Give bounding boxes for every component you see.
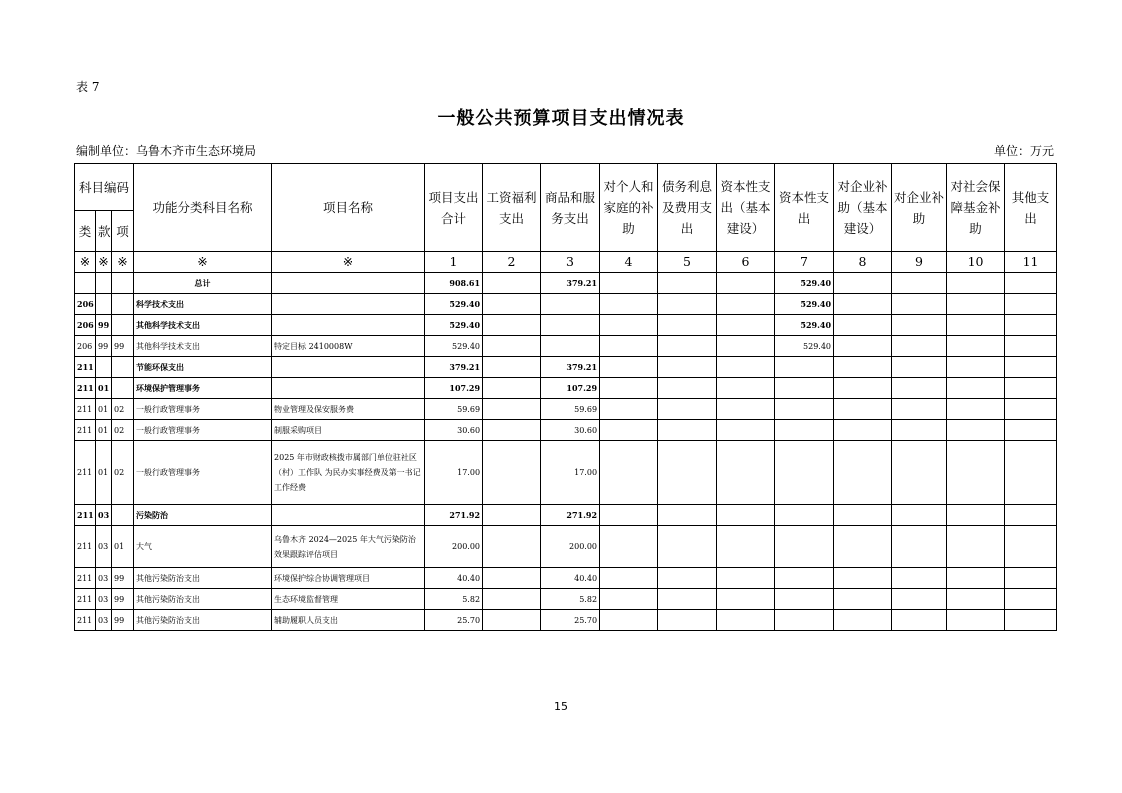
cell-project-name: 辅助履职人员支出 bbox=[272, 610, 425, 631]
cell-capital bbox=[775, 568, 834, 589]
header-project-name: 项目名称 bbox=[272, 164, 425, 252]
cell-project-name: 生态环境监督管理 bbox=[272, 589, 425, 610]
table-row bbox=[75, 589, 1057, 610]
cell-kuan bbox=[96, 294, 112, 315]
cell-kuan: 01 bbox=[96, 399, 112, 420]
cell-kuan: 03 bbox=[96, 589, 112, 610]
cell-kuan: 03 bbox=[96, 526, 112, 568]
cell-project-name bbox=[272, 273, 425, 294]
cell-lei: 211 bbox=[75, 441, 96, 505]
index-cell: 4 bbox=[600, 252, 658, 273]
cell-function-name: 总计 bbox=[134, 273, 272, 294]
compiling-unit: 编制单位：乌鲁木齐市生态环境局 bbox=[76, 144, 257, 158]
budget-table bbox=[74, 163, 1057, 631]
cell-capital: 529.40 bbox=[775, 273, 834, 294]
table-row bbox=[75, 294, 1057, 315]
index-cell: 9 bbox=[892, 252, 947, 273]
table-row bbox=[75, 610, 1057, 631]
index-cell: 6 bbox=[717, 252, 775, 273]
cell-capital: 529.40 bbox=[775, 315, 834, 336]
cell-goods: 25.70 bbox=[541, 610, 600, 631]
cell-goods: 17.00 bbox=[541, 441, 600, 505]
header-xiang: 项 bbox=[112, 211, 134, 252]
cell-total: 5.82 bbox=[425, 589, 483, 610]
cell-lei: 211 bbox=[75, 357, 96, 378]
cell-total: 59.69 bbox=[425, 399, 483, 420]
header-lei: 类 bbox=[75, 211, 96, 252]
header-enterprise-subsidy-infrastructure: 对企业补助（基本建设） bbox=[834, 164, 892, 252]
cell-total: 379.21 bbox=[425, 357, 483, 378]
cell-lei: 211 bbox=[75, 526, 96, 568]
table-number: 表 7 bbox=[76, 80, 100, 94]
cell-kuan: 99 bbox=[96, 315, 112, 336]
index-cell: 10 bbox=[947, 252, 1005, 273]
cell-total: 107.29 bbox=[425, 378, 483, 399]
cell-xiang: 99 bbox=[112, 589, 134, 610]
cell-total: 40.40 bbox=[425, 568, 483, 589]
header-social-security: 对社会保障基金补助 bbox=[947, 164, 1005, 252]
table-row bbox=[75, 378, 1057, 399]
cell-kuan: 01 bbox=[96, 378, 112, 399]
cell-total: 271.92 bbox=[425, 505, 483, 526]
cell-project-name: 特定目标 2410008W bbox=[272, 336, 425, 357]
cell-xiang: 99 bbox=[112, 336, 134, 357]
table-row bbox=[75, 441, 1057, 505]
cell-goods bbox=[541, 294, 600, 315]
index-cell: ※ bbox=[75, 252, 96, 273]
cell-goods bbox=[541, 336, 600, 357]
cell-total: 529.40 bbox=[425, 336, 483, 357]
cell-goods: 5.82 bbox=[541, 589, 600, 610]
index-cell: ※ bbox=[272, 252, 425, 273]
table-row bbox=[75, 315, 1057, 336]
index-cell: ※ bbox=[96, 252, 112, 273]
header-capital: 资本性支出 bbox=[775, 164, 834, 252]
cell-total: 908.61 bbox=[425, 273, 483, 294]
cell-lei bbox=[75, 273, 96, 294]
cell-total: 30.60 bbox=[425, 420, 483, 441]
index-row bbox=[75, 252, 1057, 273]
cell-function-name: 科学技术支出 bbox=[134, 294, 272, 315]
cell-goods: 379.21 bbox=[541, 357, 600, 378]
table-row bbox=[75, 336, 1057, 357]
header-code-group: 科目编码 bbox=[75, 164, 134, 211]
table-row bbox=[75, 568, 1057, 589]
cell-lei: 211 bbox=[75, 568, 96, 589]
table-row bbox=[75, 505, 1057, 526]
cell-goods: 59.69 bbox=[541, 399, 600, 420]
table-row bbox=[75, 420, 1057, 441]
cell-xiang bbox=[112, 357, 134, 378]
cell-xiang: 02 bbox=[112, 441, 134, 505]
cell-lei: 206 bbox=[75, 336, 96, 357]
cell-lei: 211 bbox=[75, 589, 96, 610]
header-other: 其他支出 bbox=[1005, 164, 1057, 252]
cell-goods: 30.60 bbox=[541, 420, 600, 441]
cell-capital bbox=[775, 505, 834, 526]
table-row bbox=[75, 357, 1057, 378]
cell-kuan: 03 bbox=[96, 610, 112, 631]
cell-kuan: 01 bbox=[96, 441, 112, 505]
cell-total: 17.00 bbox=[425, 441, 483, 505]
cell-capital bbox=[775, 357, 834, 378]
cell-total: 529.40 bbox=[425, 315, 483, 336]
table-row bbox=[75, 399, 1057, 420]
cell-lei: 211 bbox=[75, 420, 96, 441]
index-cell: 1 bbox=[425, 252, 483, 273]
currency-unit: 单位：万元 bbox=[993, 144, 1054, 158]
header-debt-interest: 债务利息及费用支出 bbox=[658, 164, 717, 252]
cell-function-name: 其他科学技术支出 bbox=[134, 336, 272, 357]
cell-function-name: 环境保护管理事务 bbox=[134, 378, 272, 399]
cell-lei: 211 bbox=[75, 610, 96, 631]
cell-project-name: 2025 年市财政核拨市属部门单位驻社区（村）工作队 为民办实事经费及第一书记工作经费 bbox=[272, 441, 425, 505]
cell-function-name: 节能环保支出 bbox=[134, 357, 272, 378]
page-title: 一般公共预算项目支出情况表 bbox=[437, 108, 685, 129]
cell-kuan bbox=[96, 273, 112, 294]
cell-project-name: 乌鲁木齐 2024—2025 年大气污染防治效果跟踪评估项目 bbox=[272, 526, 425, 568]
cell-goods: 107.29 bbox=[541, 378, 600, 399]
cell-capital: 529.40 bbox=[775, 294, 834, 315]
cell-capital bbox=[775, 399, 834, 420]
cell-function-name: 其他科学技术支出 bbox=[134, 315, 272, 336]
cell-kuan bbox=[96, 357, 112, 378]
cell-function-name: 一般行政管理事务 bbox=[134, 420, 272, 441]
cell-function-name: 污染防治 bbox=[134, 505, 272, 526]
cell-xiang: 02 bbox=[112, 399, 134, 420]
cell-xiang bbox=[112, 378, 134, 399]
index-cell: 5 bbox=[658, 252, 717, 273]
cell-total: 25.70 bbox=[425, 610, 483, 631]
cell-capital bbox=[775, 589, 834, 610]
cell-total: 200.00 bbox=[425, 526, 483, 568]
cell-capital bbox=[775, 526, 834, 568]
cell-xiang bbox=[112, 315, 134, 336]
cell-capital bbox=[775, 610, 834, 631]
cell-project-name: 制服采购项目 bbox=[272, 420, 425, 441]
cell-function-name: 其他污染防治支出 bbox=[134, 589, 272, 610]
index-cell: 8 bbox=[834, 252, 892, 273]
header-kuan: 款 bbox=[96, 211, 112, 252]
cell-function-name: 一般行政管理事务 bbox=[134, 399, 272, 420]
cell-function-name: 一般行政管理事务 bbox=[134, 441, 272, 505]
index-cell: ※ bbox=[112, 252, 134, 273]
cell-capital bbox=[775, 441, 834, 505]
cell-project-name bbox=[272, 505, 425, 526]
cell-kuan: 03 bbox=[96, 568, 112, 589]
header-project-total: 项目支出合计 bbox=[425, 164, 483, 252]
cell-project-name bbox=[272, 357, 425, 378]
cell-capital bbox=[775, 420, 834, 441]
cell-xiang: 99 bbox=[112, 568, 134, 589]
table-row bbox=[75, 273, 1057, 294]
index-cell: ※ bbox=[134, 252, 272, 273]
cell-xiang: 01 bbox=[112, 526, 134, 568]
cell-kuan: 01 bbox=[96, 420, 112, 441]
table-row bbox=[75, 526, 1057, 568]
cell-xiang bbox=[112, 294, 134, 315]
cell-kuan: 99 bbox=[96, 336, 112, 357]
cell-xiang bbox=[112, 505, 134, 526]
cell-goods: 379.21 bbox=[541, 273, 600, 294]
cell-lei: 206 bbox=[75, 315, 96, 336]
cell-lei: 206 bbox=[75, 294, 96, 315]
index-cell: 2 bbox=[483, 252, 541, 273]
cell-project-name bbox=[272, 378, 425, 399]
index-cell: 7 bbox=[775, 252, 834, 273]
cell-goods: 271.92 bbox=[541, 505, 600, 526]
cell-capital: 529.40 bbox=[775, 336, 834, 357]
cell-xiang bbox=[112, 273, 134, 294]
cell-project-name: 环境保护综合协调管理项目 bbox=[272, 568, 425, 589]
cell-project-name bbox=[272, 294, 425, 315]
cell-capital bbox=[775, 378, 834, 399]
cell-xiang: 02 bbox=[112, 420, 134, 441]
header-function-name: 功能分类科目名称 bbox=[134, 164, 272, 252]
cell-function-name: 其他污染防治支出 bbox=[134, 610, 272, 631]
cell-lei: 211 bbox=[75, 378, 96, 399]
cell-function-name: 大气 bbox=[134, 526, 272, 568]
header-wages: 工资福利支出 bbox=[483, 164, 541, 252]
cell-total: 529.40 bbox=[425, 294, 483, 315]
cell-goods bbox=[541, 315, 600, 336]
header-enterprise-subsidy: 对企业补助 bbox=[892, 164, 947, 252]
cell-project-name bbox=[272, 315, 425, 336]
cell-xiang: 99 bbox=[112, 610, 134, 631]
cell-goods: 40.40 bbox=[541, 568, 600, 589]
header-goods-services: 商品和服务支出 bbox=[541, 164, 600, 252]
header-individual-subsidy: 对个人和家庭的补助 bbox=[600, 164, 658, 252]
cell-goods: 200.00 bbox=[541, 526, 600, 568]
index-cell: 3 bbox=[541, 252, 600, 273]
cell-project-name: 物业管理及保安服务费 bbox=[272, 399, 425, 420]
index-cell: 11 bbox=[1005, 252, 1057, 273]
page-number: 15 bbox=[554, 700, 568, 713]
cell-lei: 211 bbox=[75, 505, 96, 526]
cell-function-name: 其他污染防治支出 bbox=[134, 568, 272, 589]
cell-lei: 211 bbox=[75, 399, 96, 420]
cell-kuan: 03 bbox=[96, 505, 112, 526]
header-capital-infrastructure: 资本性支出（基本建设） bbox=[717, 164, 775, 252]
